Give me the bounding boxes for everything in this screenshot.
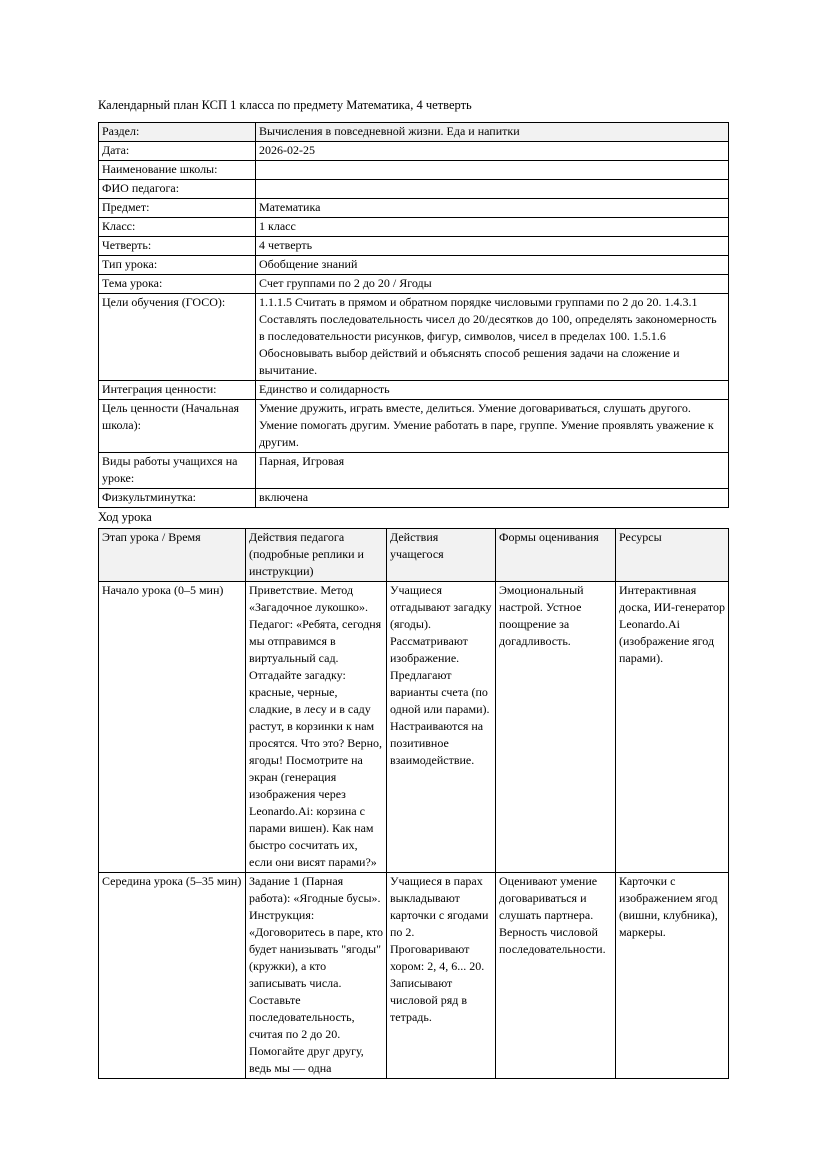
info-value: Счет группами по 2 до 20 / Ягоды: [256, 275, 729, 294]
lesson-flow-table: [98, 528, 729, 1079]
info-value: 2026-02-25: [256, 142, 729, 161]
stage-cell: Начало урока (0–5 мин): [99, 582, 246, 873]
info-label: ФИО педагога:: [99, 180, 256, 199]
info-value: Вычисления в повседневной жизни. Еда и напитки: [256, 123, 729, 142]
student-actions-cell: Учащиеся в парах выкладывают карточки с ягодами по 2. Проговаривают хором: 2, 4, 6... 20. Записывают числовой ряд в тетрадь.: [387, 873, 496, 1079]
column-header-stage: Этап урока / Время: [99, 529, 246, 582]
assessment-cell: Оценивают умение договариваться и слушать партнера. Верность числовой последовательности.: [496, 873, 616, 1079]
teacher-actions-cell: Задание 1 (Парная работа): «Ягодные бусы». Инструкция: «Договоритесь в паре, кто будет нанизывать "ягоды" (кружки), а кто записывать числа. Составьте последовательность, считая по 2 до 20. Помогайте друг другу, ведь мы — одна: [246, 873, 387, 1079]
info-value: Умение дружить, играть вместе, делиться. Умение договариваться, слушать другого. Умение помогать другим. Умение работать в паре, группе. Умение проявлять уважение к другим.: [256, 400, 729, 453]
info-row-class: [99, 218, 729, 237]
info-row-physical-minute: [99, 489, 729, 508]
info-label: Класс:: [99, 218, 256, 237]
info-value: 4 четверть: [256, 237, 729, 256]
column-header-assessment: Формы оценивания: [496, 529, 616, 582]
info-label: Дата:: [99, 142, 256, 161]
info-value: 1 класс: [256, 218, 729, 237]
info-row-values-goal: [99, 400, 729, 453]
lesson-row-middle: [99, 873, 729, 1079]
column-header-resources: Ресурсы: [616, 529, 729, 582]
info-row-values-integration: [99, 381, 729, 400]
info-row-school: [99, 161, 729, 180]
info-label: Цели обучения (ГОСО):: [99, 294, 256, 381]
resources-cell: Карточки с изображением ягод (вишни, клубника), маркеры.: [616, 873, 729, 1079]
info-value: Парная, Игровая: [256, 453, 729, 489]
info-label: Физкультминутка:: [99, 489, 256, 508]
info-row-teacher-name: [99, 180, 729, 199]
info-value: [256, 161, 729, 180]
info-value: Единство и солидарность: [256, 381, 729, 400]
resources-cell: Интерактивная доска, ИИ-генератор Leonardo.Ai (изображение ягод парами).: [616, 582, 729, 873]
info-label: Тема урока:: [99, 275, 256, 294]
info-label: Предмет:: [99, 199, 256, 218]
info-value: Обобщение знаний: [256, 256, 729, 275]
assessment-cell: Эмоциональный настрой. Устное поощрение за догадливость.: [496, 582, 616, 873]
column-header-student-actions: Действия учащегося: [387, 529, 496, 582]
info-label: Виды работы учащихся на уроке:: [99, 453, 256, 489]
info-row-work-types: [99, 453, 729, 489]
info-label: Наименование школы:: [99, 161, 256, 180]
info-value: [256, 180, 729, 199]
info-label: Четверть:: [99, 237, 256, 256]
info-table: [98, 122, 729, 508]
info-label: Тип урока:: [99, 256, 256, 275]
info-row-goals: [99, 294, 729, 381]
info-label: Интеграция ценности:: [99, 381, 256, 400]
info-value: 1.1.1.5 Считать в прямом и обратном порядке числовыми группами по 2 до 20. 1.4.3.1 Составлять последовательность чисел до 20/десятков до 100, определять закономерность в последовательности рисунков, фигур, символов, чисел в пределах 100. 1.5.1.6 Обосновывать выбор действий и объяснять способ решения задачи на сложение и вычитание.: [256, 294, 729, 381]
info-row-quarter: [99, 237, 729, 256]
section-heading: Ход урока: [98, 510, 152, 524]
info-label: Цель ценности (Начальная школа):: [99, 400, 256, 453]
stage-cell: Середина урока (5–35 мин): [99, 873, 246, 1079]
lesson-plan-document: [98, 97, 728, 1079]
teacher-actions-cell: Приветствие. Метод «Загадочное лукошко». Педагог: «Ребята, сегодня мы отправимся в виртуальный сад. Отгадайте загадку: красные, черные, сладкие, в лесу и в саду растут, в корзинки к нам просятся. Что это? Верно, ягоды! Посмотрите на экран (генерация изображения через Leonardo.Ai: корзина с парами вишен). Как нам быстро сосчитать их, если они висят парами?»: [246, 582, 387, 873]
info-row-razdel: [99, 123, 729, 142]
column-header-teacher-actions: Действия педагога (подробные реплики и инструкции): [246, 529, 387, 582]
info-label: Раздел:: [99, 123, 256, 142]
page-title: Календарный план КСП 1 класса по предмету Математика, 4 четверть: [98, 98, 472, 112]
info-row-subject: [99, 199, 729, 218]
student-actions-cell: Учащиеся отгадывают загадку (ягоды). Рассматривают изображение. Предлагают варианты счета (по одной или парами). Настраиваются на позитивное взаимодействие.: [387, 582, 496, 873]
info-value: включена: [256, 489, 729, 508]
info-row-lesson-type: [99, 256, 729, 275]
info-row-lesson-topic: [99, 275, 729, 294]
lesson-row-start: [99, 582, 729, 873]
lesson-table-header-row: [99, 529, 729, 582]
info-value: Математика: [256, 199, 729, 218]
info-row-date: [99, 142, 729, 161]
